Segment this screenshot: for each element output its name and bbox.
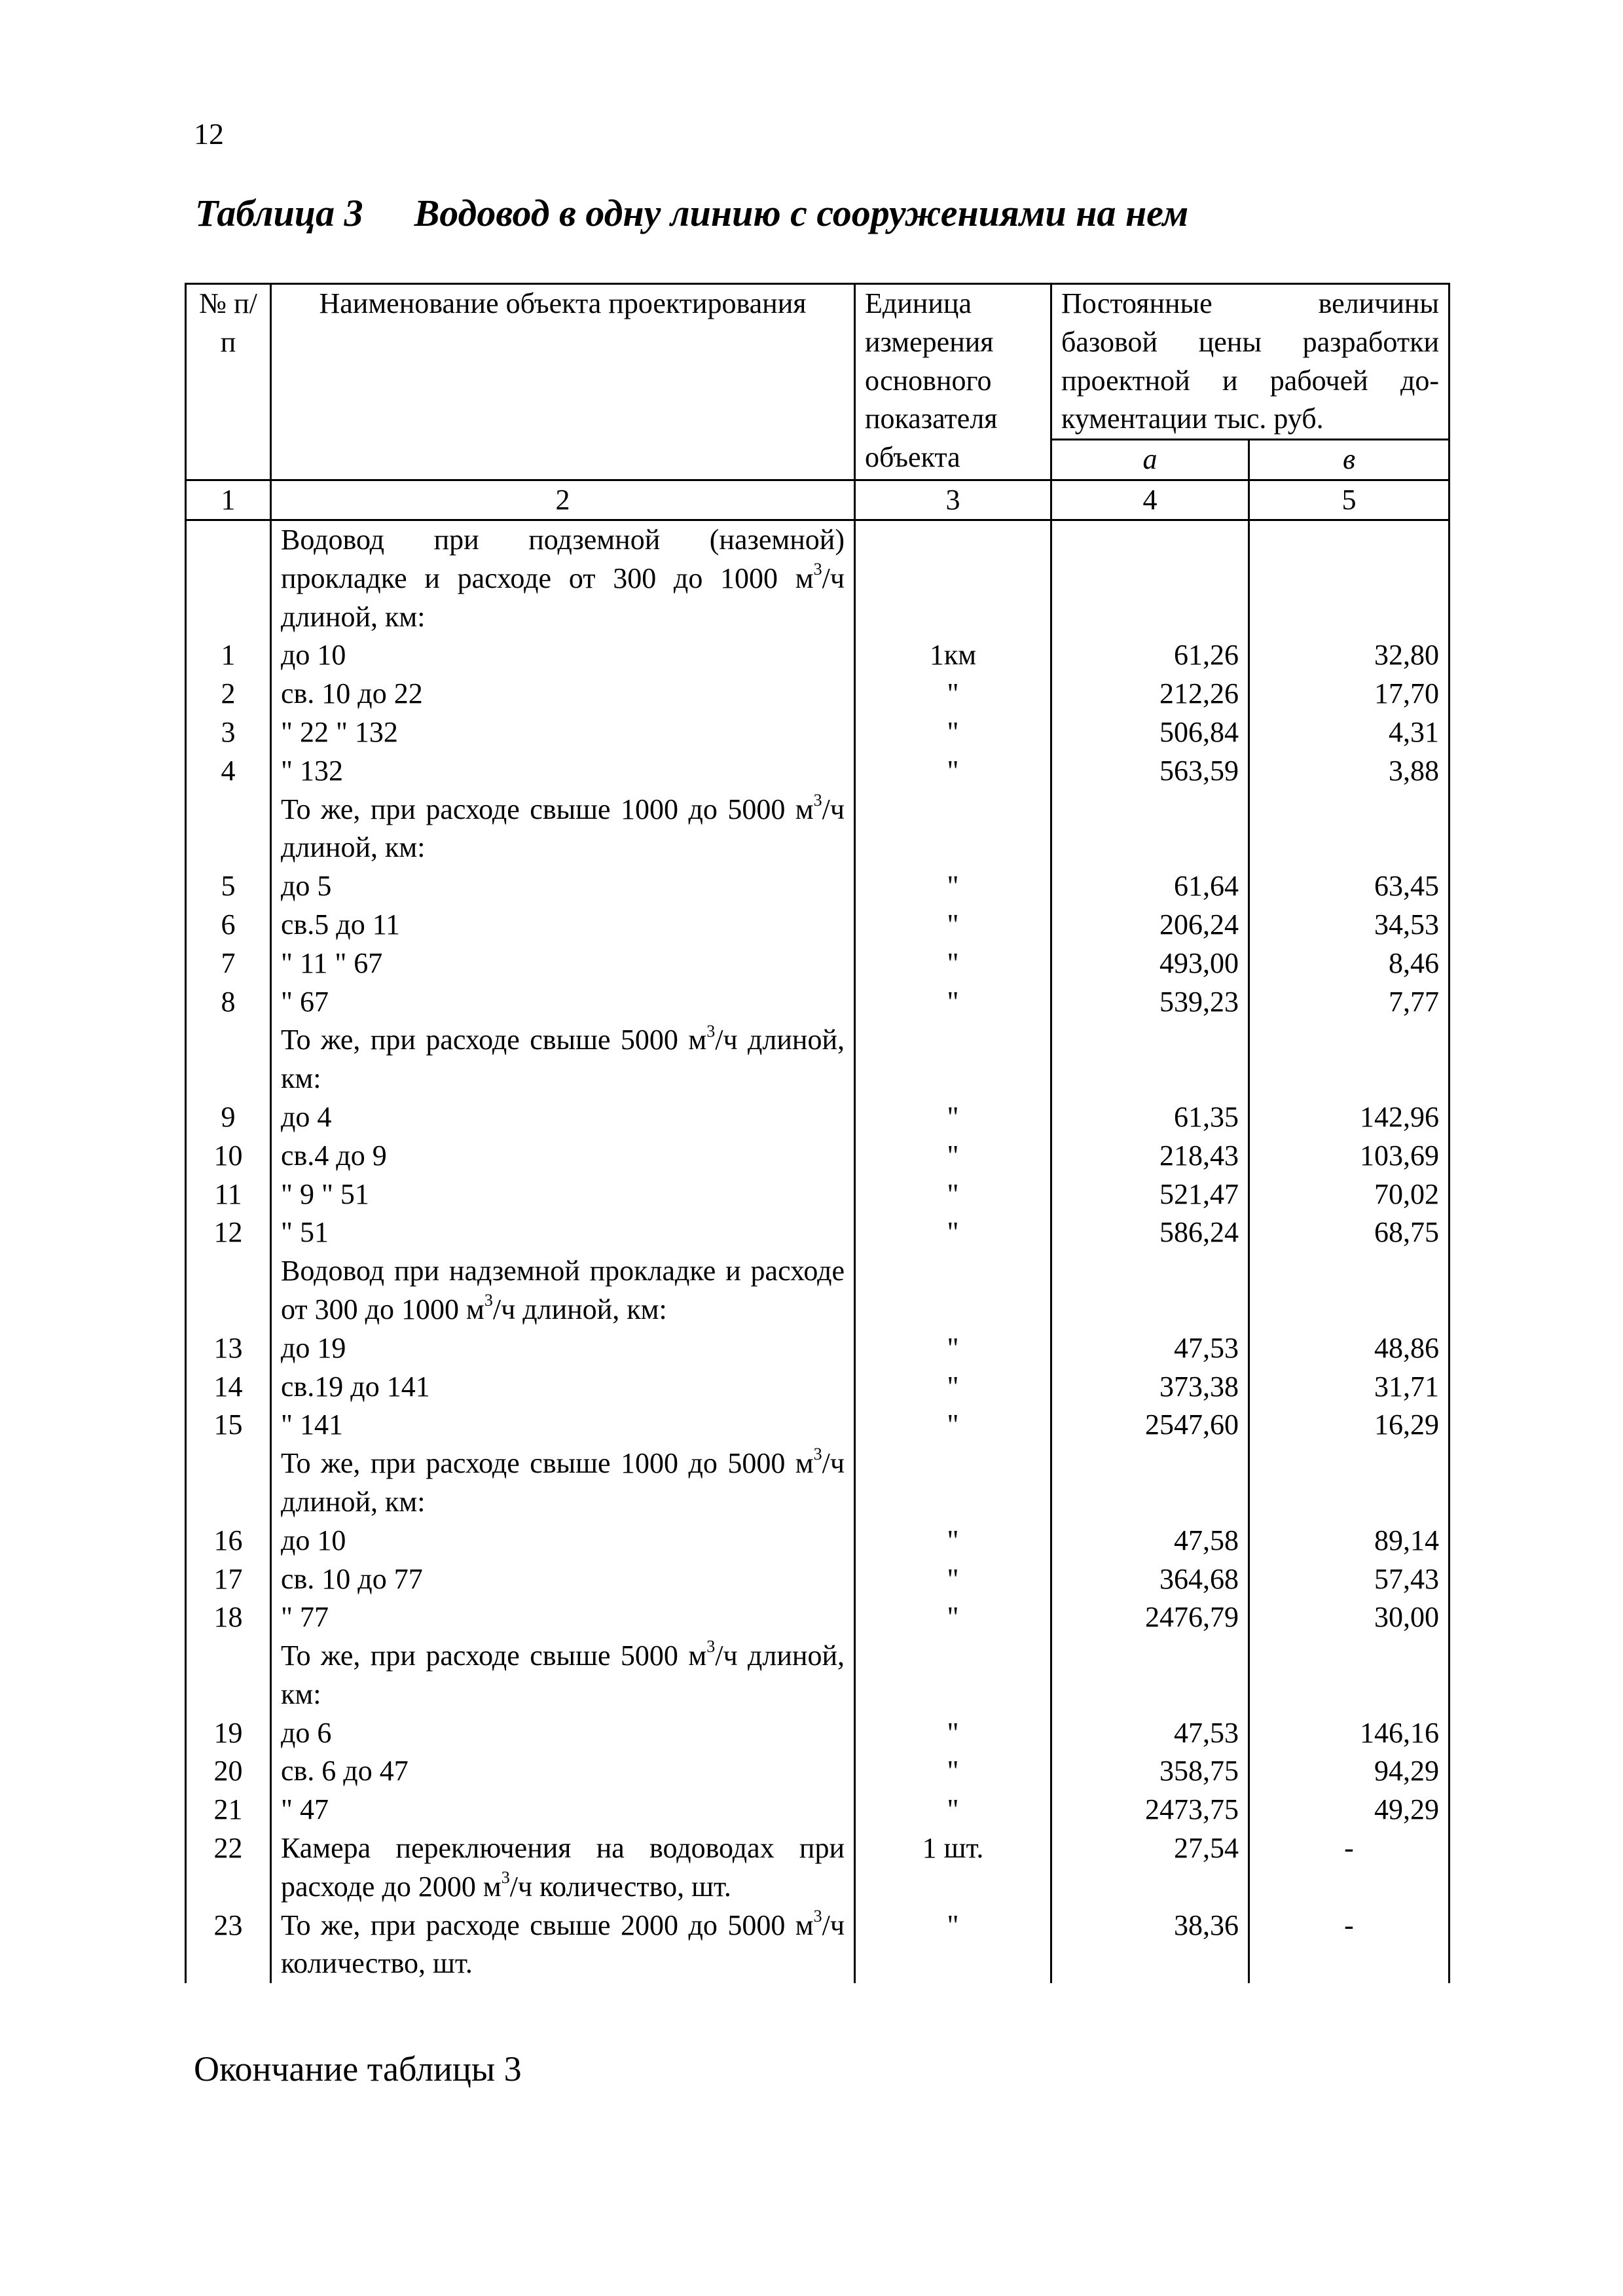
row-number: 20 bbox=[186, 1752, 271, 1791]
row-value-a: 61,26 bbox=[1051, 636, 1249, 675]
row-number: 16 bbox=[186, 1522, 271, 1560]
row-number: 22 bbox=[186, 1829, 271, 1907]
row-value-a bbox=[1051, 1021, 1249, 1098]
table-caption bbox=[195, 191, 1188, 235]
table-row bbox=[186, 1329, 1450, 1368]
row-unit: " bbox=[855, 1752, 1051, 1791]
row-value-b: 68,75 bbox=[1249, 1213, 1450, 1252]
row-name bbox=[271, 1791, 855, 1829]
row-unit bbox=[855, 791, 1051, 868]
row-value-a bbox=[1051, 520, 1249, 636]
row-name-text: " 47 bbox=[281, 1793, 329, 1826]
row-number: 3 bbox=[186, 713, 271, 752]
row-number: 1 bbox=[186, 636, 271, 675]
row-name-text: " 9 " 51 bbox=[281, 1177, 369, 1210]
column-number: 2 bbox=[271, 480, 855, 520]
unit-superscript: 3 bbox=[501, 1868, 510, 1888]
row-name bbox=[271, 1444, 855, 1522]
row-name-text: Водовод при подземной (наземной) прокладке и расходе от 300 до 1000 м bbox=[281, 523, 845, 594]
row-unit: " bbox=[855, 906, 1051, 944]
row-name bbox=[271, 1252, 855, 1329]
row-unit: " bbox=[855, 1791, 1051, 1829]
unit-superscript: 3 bbox=[813, 560, 822, 579]
row-name bbox=[271, 1714, 855, 1753]
row-value-a bbox=[1051, 1637, 1249, 1714]
row-value-b bbox=[1249, 791, 1450, 868]
row-name-text: до 4 bbox=[281, 1100, 332, 1133]
row-value-b: 48,86 bbox=[1249, 1329, 1450, 1368]
header-constants: Постоянные величины базовой цены разработки проектной и рабочей до-кументации тыс. руб. bbox=[1051, 284, 1450, 440]
row-name bbox=[271, 944, 855, 983]
row-name bbox=[271, 1021, 855, 1098]
row-number: 10 bbox=[186, 1137, 271, 1175]
row-value-a: 358,75 bbox=[1051, 1752, 1249, 1791]
row-number: 21 bbox=[186, 1791, 271, 1829]
row-value-b bbox=[1249, 1252, 1450, 1329]
column-number: 4 bbox=[1051, 480, 1249, 520]
row-number: 7 bbox=[186, 944, 271, 983]
row-value-b: 57,43 bbox=[1249, 1560, 1450, 1599]
row-name bbox=[271, 675, 855, 713]
row-name-text: до 19 bbox=[281, 1331, 346, 1364]
row-number: 19 bbox=[186, 1714, 271, 1753]
row-value-b: 34,53 bbox=[1249, 906, 1450, 944]
row-unit: " bbox=[855, 713, 1051, 752]
table-row bbox=[186, 1098, 1450, 1137]
table-row bbox=[186, 1752, 1450, 1791]
row-name-text: /ч длиной, км: bbox=[281, 1640, 845, 1710]
row-unit: " bbox=[855, 1098, 1051, 1137]
row-unit: " bbox=[855, 1175, 1051, 1214]
row-number: 5 bbox=[186, 867, 271, 906]
row-unit bbox=[855, 1021, 1051, 1098]
row-value-a: 38,36 bbox=[1051, 1907, 1249, 1984]
row-value-a: 218,43 bbox=[1051, 1137, 1249, 1175]
row-unit bbox=[855, 1444, 1051, 1522]
row-value-a: 493,00 bbox=[1051, 944, 1249, 983]
row-unit: " bbox=[855, 867, 1051, 906]
row-name-text: То же, при расходе свыше 5000 м bbox=[281, 1640, 707, 1672]
row-value-b: - bbox=[1249, 1829, 1450, 1907]
table-row bbox=[186, 752, 1450, 791]
row-number: 14 bbox=[186, 1368, 271, 1407]
row-name bbox=[271, 1329, 855, 1368]
continuation-note: Окончание таблицы 3 bbox=[194, 2049, 522, 2089]
row-number: 6 bbox=[186, 906, 271, 944]
row-name-text: до 5 bbox=[281, 870, 332, 903]
row-unit: 1км bbox=[855, 636, 1051, 675]
row-value-b: 32,80 bbox=[1249, 636, 1450, 675]
row-name bbox=[271, 1560, 855, 1599]
row-value-b: 17,70 bbox=[1249, 675, 1450, 713]
row-value-b: 7,77 bbox=[1249, 983, 1450, 1022]
row-value-b: - bbox=[1249, 1907, 1450, 1984]
table-row bbox=[186, 1829, 1450, 1907]
table-row bbox=[186, 1522, 1450, 1560]
row-name-text: до 6 bbox=[281, 1716, 332, 1749]
row-name-text: /ч количество, шт. bbox=[509, 1870, 731, 1903]
row-name bbox=[271, 1137, 855, 1175]
row-number: 4 bbox=[186, 752, 271, 791]
row-name-text: /ч длиной, км: bbox=[492, 1293, 667, 1325]
row-value-a bbox=[1051, 1444, 1249, 1522]
row-name bbox=[271, 752, 855, 791]
table-row bbox=[186, 791, 1450, 868]
table-row bbox=[186, 1791, 1450, 1829]
row-value-a: 47,53 bbox=[1051, 1714, 1249, 1753]
row-value-b: 30,00 bbox=[1249, 1598, 1450, 1637]
row-name bbox=[271, 1598, 855, 1637]
row-unit: " bbox=[855, 1522, 1051, 1560]
table-row bbox=[186, 520, 1450, 636]
row-value-a: 364,68 bbox=[1051, 1560, 1249, 1599]
caption-label: Таблица 3 bbox=[195, 192, 363, 234]
row-name-text: " 132 bbox=[281, 754, 343, 787]
table-row bbox=[186, 636, 1450, 675]
table-row bbox=[186, 1560, 1450, 1599]
row-name bbox=[271, 1213, 855, 1252]
row-name bbox=[271, 1368, 855, 1407]
column-number: 1 bbox=[186, 480, 271, 520]
row-name-text: св.5 до 11 bbox=[281, 908, 401, 941]
row-value-a: 2473,75 bbox=[1051, 1791, 1249, 1829]
row-number: 9 bbox=[186, 1098, 271, 1137]
row-unit: " bbox=[855, 1560, 1051, 1599]
row-value-b: 89,14 bbox=[1249, 1522, 1450, 1560]
table-row bbox=[186, 1137, 1450, 1175]
unit-superscript: 3 bbox=[813, 1444, 822, 1464]
row-unit: " bbox=[855, 1213, 1051, 1252]
row-value-b bbox=[1249, 520, 1450, 636]
row-name-text: /ч длиной, км: bbox=[281, 1024, 845, 1095]
row-value-a: 2547,60 bbox=[1051, 1406, 1249, 1444]
header-row bbox=[186, 284, 1450, 440]
table-row bbox=[186, 1907, 1450, 1984]
row-value-b: 16,29 bbox=[1249, 1406, 1450, 1444]
row-name bbox=[271, 906, 855, 944]
row-number: 8 bbox=[186, 983, 271, 1022]
row-number: 17 bbox=[186, 1560, 271, 1599]
row-value-b: 49,29 bbox=[1249, 1791, 1450, 1829]
row-name-text: " 51 bbox=[281, 1216, 329, 1249]
table-row bbox=[186, 1637, 1450, 1714]
row-number: 11 bbox=[186, 1175, 271, 1214]
row-name bbox=[271, 1098, 855, 1137]
row-value-a: 27,54 bbox=[1051, 1829, 1249, 1907]
table-row bbox=[186, 1213, 1450, 1252]
row-name bbox=[271, 1637, 855, 1714]
row-value-b bbox=[1249, 1637, 1450, 1714]
row-name bbox=[271, 1175, 855, 1214]
table-body bbox=[186, 520, 1450, 1983]
row-name-text: св. 6 до 47 bbox=[281, 1755, 409, 1787]
row-name-text: /ч количество, шт. bbox=[281, 1909, 845, 1980]
row-unit: 1 шт. bbox=[855, 1829, 1051, 1907]
table-row bbox=[186, 1368, 1450, 1407]
row-value-b: 142,96 bbox=[1249, 1098, 1450, 1137]
row-value-a: 212,26 bbox=[1051, 675, 1249, 713]
row-name-text: " 22 " 132 bbox=[281, 715, 398, 748]
row-name-text: до 10 bbox=[281, 639, 346, 672]
row-name-text: То же, при расходе свыше 5000 м bbox=[281, 1024, 707, 1056]
table-row bbox=[186, 675, 1450, 713]
row-name-text: То же, при расходе свыше 1000 до 5000 м bbox=[281, 793, 814, 825]
table-row bbox=[186, 906, 1450, 944]
row-number: 12 bbox=[186, 1213, 271, 1252]
row-unit bbox=[855, 1637, 1051, 1714]
row-unit: " bbox=[855, 1406, 1051, 1444]
row-number bbox=[186, 1252, 271, 1329]
header-unit: Единица измерения основного показателя объекта bbox=[855, 284, 1051, 480]
row-value-b: 146,16 bbox=[1249, 1714, 1450, 1753]
row-number: 2 bbox=[186, 675, 271, 713]
row-number bbox=[186, 1444, 271, 1522]
row-value-b: 70,02 bbox=[1249, 1175, 1450, 1214]
row-unit: " bbox=[855, 1137, 1051, 1175]
unit-superscript: 3 bbox=[706, 1021, 716, 1041]
row-value-a bbox=[1051, 1252, 1249, 1329]
table-row bbox=[186, 1714, 1450, 1753]
row-name-text: св.4 до 9 bbox=[281, 1139, 387, 1172]
column-number: 5 bbox=[1249, 480, 1450, 520]
row-unit: " bbox=[855, 1368, 1051, 1407]
row-value-a: 47,53 bbox=[1051, 1329, 1249, 1368]
row-value-a: 61,64 bbox=[1051, 867, 1249, 906]
row-value-a: 47,58 bbox=[1051, 1522, 1249, 1560]
row-name-text: " 141 bbox=[281, 1408, 343, 1441]
row-name-text: /ч длиной, км: bbox=[281, 562, 845, 633]
row-value-b: 3,88 bbox=[1249, 752, 1450, 791]
row-value-b: 63,45 bbox=[1249, 867, 1450, 906]
table-row bbox=[186, 1175, 1450, 1214]
unit-superscript: 3 bbox=[813, 1907, 822, 1926]
column-number: 3 bbox=[855, 480, 1051, 520]
row-value-b bbox=[1249, 1021, 1450, 1098]
row-name-text: " 67 bbox=[281, 985, 329, 1018]
row-name bbox=[271, 1907, 855, 1984]
row-unit bbox=[855, 1252, 1051, 1329]
row-value-b: 103,69 bbox=[1249, 1137, 1450, 1175]
row-value-b: 94,29 bbox=[1249, 1752, 1450, 1791]
price-table bbox=[185, 283, 1450, 1983]
row-name bbox=[271, 1406, 855, 1444]
table-row bbox=[186, 1444, 1450, 1522]
row-unit: " bbox=[855, 752, 1051, 791]
row-name bbox=[271, 1522, 855, 1560]
row-name-text: до 10 bbox=[281, 1524, 346, 1556]
row-name bbox=[271, 636, 855, 675]
header-sub-a: а bbox=[1051, 440, 1249, 480]
row-value-a: 521,47 bbox=[1051, 1175, 1249, 1214]
table-row bbox=[186, 713, 1450, 752]
row-value-a: 61,35 bbox=[1051, 1098, 1249, 1137]
unit-superscript: 3 bbox=[484, 1291, 493, 1310]
row-number bbox=[186, 1637, 271, 1714]
row-value-a: 586,24 bbox=[1051, 1213, 1249, 1252]
row-number bbox=[186, 1021, 271, 1098]
row-number: 13 bbox=[186, 1329, 271, 1368]
row-value-a bbox=[1051, 791, 1249, 868]
header-name: Наименование объекта проектирования bbox=[271, 284, 855, 480]
row-name-text: св.19 до 141 bbox=[281, 1370, 430, 1403]
row-name bbox=[271, 867, 855, 906]
row-value-b: 8,46 bbox=[1249, 944, 1450, 983]
row-unit: " bbox=[855, 1329, 1051, 1368]
row-number: 23 bbox=[186, 1907, 271, 1984]
row-name-text: св. 10 до 22 bbox=[281, 677, 423, 710]
unit-superscript: 3 bbox=[813, 790, 822, 810]
table-row bbox=[186, 1252, 1450, 1329]
row-name bbox=[271, 1752, 855, 1791]
row-name bbox=[271, 713, 855, 752]
table-row bbox=[186, 1598, 1450, 1637]
row-name-text: св. 10 до 77 bbox=[281, 1562, 423, 1595]
table-row bbox=[186, 1406, 1450, 1444]
row-name bbox=[271, 1829, 855, 1907]
row-name-text: " 77 bbox=[281, 1601, 329, 1634]
caption-title: Водовод в одну линию с сооружениями на нем bbox=[414, 192, 1189, 234]
row-name-text: Камера переключения на водоводах при расходе до 2000 м bbox=[281, 1832, 845, 1903]
row-unit: " bbox=[855, 983, 1051, 1022]
row-value-a: 2476,79 bbox=[1051, 1598, 1249, 1637]
row-value-a: 563,59 bbox=[1051, 752, 1249, 791]
row-name-text: /ч длиной, км: bbox=[281, 1447, 845, 1518]
row-name bbox=[271, 983, 855, 1022]
row-unit: " bbox=[855, 944, 1051, 983]
row-name-text: Водовод при надземной прокладке и расходе от 300 до 1000 м bbox=[281, 1255, 845, 1325]
row-name bbox=[271, 791, 855, 868]
row-value-a: 506,84 bbox=[1051, 713, 1249, 752]
row-number: 15 bbox=[186, 1406, 271, 1444]
row-number: 18 bbox=[186, 1598, 271, 1637]
row-name-text: " 11 " 67 bbox=[281, 946, 383, 979]
table-row bbox=[186, 944, 1450, 983]
row-value-b: 31,71 bbox=[1249, 1368, 1450, 1407]
row-number bbox=[186, 520, 271, 636]
row-value-b bbox=[1249, 1444, 1450, 1522]
table-row bbox=[186, 1021, 1450, 1098]
page-number: 12 bbox=[194, 117, 224, 151]
header-sub-b: в bbox=[1249, 440, 1450, 480]
row-name-text: То же, при расходе свыше 2000 до 5000 м bbox=[281, 1909, 814, 1941]
header-num: № п/п bbox=[186, 284, 271, 480]
row-value-a: 373,38 bbox=[1051, 1368, 1249, 1407]
column-numbers-row bbox=[186, 480, 1450, 520]
unit-superscript: 3 bbox=[706, 1637, 716, 1657]
row-value-a: 206,24 bbox=[1051, 906, 1249, 944]
row-name bbox=[271, 520, 855, 636]
row-unit: " bbox=[855, 675, 1051, 713]
row-value-b: 4,31 bbox=[1249, 713, 1450, 752]
row-number bbox=[186, 791, 271, 868]
row-value-a: 539,23 bbox=[1051, 983, 1249, 1022]
row-name-text: То же, при расходе свыше 1000 до 5000 м bbox=[281, 1447, 814, 1480]
row-unit bbox=[855, 520, 1051, 636]
row-unit: " bbox=[855, 1907, 1051, 1984]
row-name-text: /ч длиной, км: bbox=[281, 793, 845, 864]
table-row bbox=[186, 867, 1450, 906]
row-unit: " bbox=[855, 1598, 1051, 1637]
row-unit: " bbox=[855, 1714, 1051, 1753]
table-row bbox=[186, 983, 1450, 1022]
